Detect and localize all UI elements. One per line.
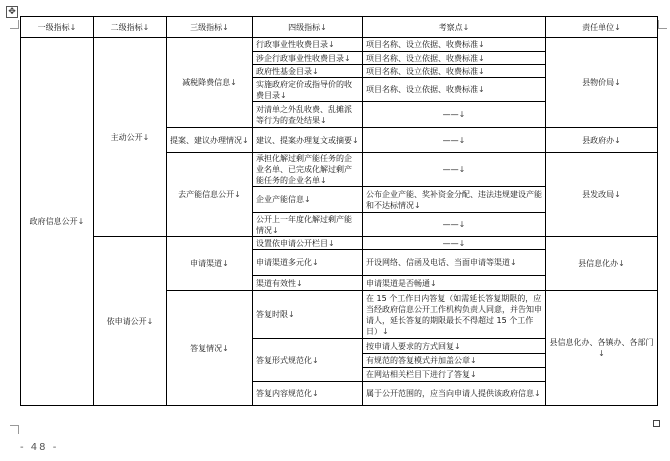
header-level4: 四级指标↓ (253, 17, 363, 38)
paragraph-mark-icon: ↓ (462, 22, 470, 32)
paragraph-mark-icon: ↓ (320, 115, 327, 125)
table-resize-handle[interactable] (653, 420, 660, 427)
cell-l3-reply: 答复情况↓ (167, 291, 253, 406)
paragraph-mark-icon: ↓ (458, 165, 466, 174)
cell-point: ——↓ (363, 213, 546, 237)
cell-l3-channel: 申请渠道↓ (167, 237, 253, 291)
paragraph-mark-icon: ↓ (288, 310, 295, 319)
paragraph-mark-icon: ↓ (230, 78, 237, 87)
margin-corner-top-right (658, 20, 667, 29)
paragraph-mark-icon: ↓ (614, 135, 621, 145)
cell-l3-fee: 减税降费信息↓ (167, 38, 253, 128)
page-number: - 48 - (20, 442, 59, 453)
paragraph-mark-icon: ↓ (458, 110, 466, 119)
header-level1: 一级指标↓ (21, 17, 94, 38)
paragraph-mark-icon: ↓ (312, 258, 319, 267)
page-number-value: 48 (30, 442, 48, 453)
paragraph-mark-icon: ↓ (296, 278, 303, 288)
paragraph-mark-icon: ↓ (77, 217, 85, 226)
cell-l4: 渠道有效性↓ (253, 276, 363, 291)
paragraph-mark-icon: ↓ (478, 66, 485, 76)
cell-l4: 企业产能信息↓ (253, 187, 363, 213)
paragraph-mark-icon: ↓ (69, 22, 77, 32)
cell-point: 项目名称、设立依据、收费标准↓ (363, 78, 546, 102)
cell-l4: 设置依申请公开栏目↓ (253, 237, 363, 250)
cell-l4: 答复形式规范化↓ (253, 339, 363, 382)
cell-l4: 承担化解过剩产能任务的企业名单、已完成化解过剩产能任务的企业名单↓ (253, 153, 363, 187)
paragraph-mark-icon: ↓ (614, 78, 621, 87)
table-header-row (21, 17, 658, 38)
cell-point: 在网站相关栏目下进行了答复↓ (363, 368, 546, 382)
paragraph-mark-icon: ↓ (312, 355, 319, 365)
paragraph-mark-icon: ↓ (458, 135, 466, 145)
cell-l4: 政府性基金目录↓ (253, 65, 363, 78)
paragraph-mark-icon: ↓ (328, 238, 335, 248)
table-row (21, 237, 658, 250)
paragraph-mark-icon: ↓ (234, 190, 241, 199)
cell-point: 属于公开范围的，应当向申请人提供该政府信息↓ (363, 382, 546, 406)
paragraph-mark-icon: ↓ (458, 238, 466, 248)
paragraph-mark-icon: ↓ (312, 66, 319, 76)
margin-corner-top-left (10, 20, 19, 29)
cell-unit-info: 县信息化办↓ (546, 237, 658, 291)
paragraph-mark-icon: ↓ (142, 22, 150, 32)
paragraph-mark-icon: ↓ (470, 356, 477, 365)
cell-l4: 答复时限↓ (253, 291, 363, 339)
indicator-table (20, 16, 658, 406)
cell-point: 按申请人要求的方式回复↓ (363, 339, 546, 354)
paragraph-mark-icon: ↓ (146, 316, 154, 326)
cell-l4: 答复内容规范化↓ (253, 382, 363, 406)
cell-point: ——↓ (363, 153, 546, 187)
cell-l4: 行政事业性收费目录↓ (253, 38, 363, 52)
move-anchor-icon[interactable]: ✥ (6, 6, 18, 18)
paragraph-mark-icon: ↓ (382, 326, 389, 336)
paragraph-mark-icon: ↓ (272, 225, 279, 235)
paragraph-mark-icon: ↓ (478, 40, 485, 49)
paragraph-mark-icon: ↓ (414, 200, 421, 210)
paragraph-mark-icon: ↓ (352, 135, 359, 145)
paragraph-mark-icon: ↓ (598, 349, 605, 358)
cell-point: ——↓ (363, 102, 546, 128)
paragraph-mark-icon: ↓ (320, 176, 327, 185)
cell-l3-capacity: 去产能信息公开↓ (167, 153, 253, 237)
header-level3: 三级指标↓ (167, 17, 253, 38)
cell-group-request: 依申请公开↓ (94, 237, 167, 406)
cell-point: 在 15 个工作日内答复（如需延长答复期限的，应当经政府信息公开工作机构负责人同意，并告知申请人，延长答复的期限最长不得超过 15 个工作日）↓ (363, 291, 546, 339)
cell-l4: 实施政府定价或指导价的收费目录↓ (253, 78, 363, 102)
cell-point: 开设网络、信函及电话、当面申请等渠道↓ (363, 250, 546, 276)
paragraph-mark-icon: ↓ (458, 220, 466, 229)
paragraph-mark-icon: ↓ (478, 85, 485, 94)
cell-point: 有规范的答复模式并加盖公章↓ (363, 354, 546, 368)
paragraph-mark-icon: ↓ (142, 132, 150, 142)
paragraph-mark-icon: ↓ (470, 370, 477, 379)
paragraph-mark-icon: ↓ (618, 259, 625, 268)
cell-group-active: 主动公开↓ (94, 38, 167, 237)
paragraph-mark-icon: ↓ (430, 278, 437, 288)
table-row (21, 38, 658, 52)
header-level2: 二级指标↓ (94, 17, 167, 38)
paragraph-mark-icon: ↓ (242, 135, 249, 145)
header-points: 考察点↓ (363, 17, 546, 38)
cell-level1: 政府信息公开↓ (21, 38, 94, 406)
cell-point: 申请渠道是否畅通↓ (363, 276, 546, 291)
paragraph-mark-icon: ↓ (312, 389, 319, 398)
cell-unit-dev: 县发改局↓ (546, 153, 658, 237)
cell-unit-price: 县物价局↓ (546, 38, 658, 128)
paragraph-mark-icon: ↓ (510, 258, 517, 267)
cell-point: 项目名称、设立依据、收费标准↓ (363, 65, 546, 78)
margin-corner-bottom-left (10, 425, 19, 434)
cell-l4: 涉企行政事业性收费目录↓ (253, 52, 363, 65)
paragraph-mark-icon: ↓ (478, 53, 485, 63)
cell-l4: 对清单之外乱收费、乱摊派等行为的查处结果↓ (253, 102, 363, 128)
paragraph-mark-icon: ↓ (222, 343, 229, 353)
cell-point: ——↓ (363, 237, 546, 250)
paragraph-mark-icon: ↓ (614, 190, 621, 199)
paragraph-mark-icon: ↓ (222, 259, 229, 268)
cell-point: 项目名称、设立依据、收费标准↓ (363, 38, 546, 52)
cell-l4: 建议、提案办理复文或摘要↓ (253, 128, 363, 153)
cell-unit-gov: 县政府办↓ (546, 128, 658, 153)
cell-point: 项目名称、设立依据、收费标准↓ (363, 52, 546, 65)
cell-unit-multi: 县信息化办、各镇办、各部门↓ (546, 291, 658, 406)
cell-l4: 申请渠道多元化↓ (253, 250, 363, 276)
paragraph-mark-icon: ↓ (304, 195, 311, 204)
paragraph-mark-icon: ↓ (280, 90, 287, 100)
paragraph-mark-icon: ↓ (344, 53, 351, 63)
paragraph-mark-icon: ↓ (454, 341, 461, 351)
cell-l4: 公开上一年度化解过剩产能情况↓ (253, 213, 363, 237)
cell-point: 公布企业产能、奖补资金分配、违法违规建设产能和不达标情况↓ (363, 187, 546, 213)
cell-point: ——↓ (363, 128, 546, 153)
paragraph-mark-icon: ↓ (328, 40, 335, 49)
paragraph-mark-icon: ↓ (614, 22, 621, 32)
paragraph-mark-icon: ↓ (534, 389, 541, 398)
paragraph-mark-icon: ↓ (222, 22, 229, 32)
cell-l3-suggest: 提案、建议办理情况↓ (167, 128, 253, 153)
header-unit: 责任单位↓ (546, 17, 658, 38)
paragraph-mark-icon: ↓ (320, 22, 327, 32)
